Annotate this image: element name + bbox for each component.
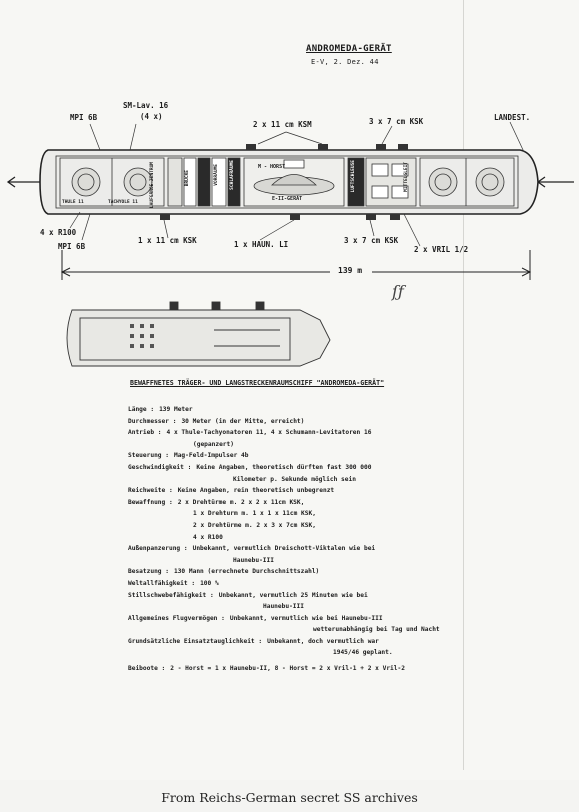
spec-row: Stillschwebefähigkeit : Unbekannt, vermutlich 25 Minuten wie bei (128, 591, 368, 599)
label-ksk-bottom-right: 3 x 7 cm KSK (344, 236, 399, 245)
spec-row: 1 x Drehturm m. 1 x 1 x 11cm KSK, (193, 510, 316, 518)
spec-row: 2 x Drehtürme m. 2 x 3 x 7cm KSK, (193, 521, 316, 529)
spec-row: Grundsätzliche Einsatztauglichkeit : Unbekannt, doch vermutlich war (128, 637, 379, 645)
length-dimension (62, 250, 530, 280)
spec-row: Allgemeines Flugvermögen : Unbekannt, vermutlich wie bei Haunebu-III (128, 614, 383, 622)
spec-row: Reichweite : Keine Angaben, rein theoretisch unbegrenzt (128, 487, 335, 495)
spec-row: Durchmesser : 30 Meter (in der Mitte, erreicht) (128, 417, 305, 425)
label-sect-4: SCHLAFRÄUME (230, 160, 235, 190)
specs-list (128, 404, 568, 675)
label-module-2: TACHYOLE 11 (108, 200, 138, 205)
spec-row: Antrieb : 4 x Thule-Tachyonatoren 11, 4 x Schumann-Levitatoren 16 (128, 429, 372, 437)
label-mpi-bottom: MPI 6B (58, 242, 86, 251)
source-caption: From Reichs-German secret SS archives (161, 790, 418, 805)
spec-row: Besatzung : 130 Mann (errechnete Durchschnittszahl) (128, 568, 320, 576)
label-haun: 1 x HAUN. LI (234, 240, 289, 249)
label-landest: LANDEST. (494, 113, 531, 122)
spec-row: 1945/46 geplant. (333, 649, 393, 657)
ship-top-view (67, 302, 330, 366)
spec-row: Steuerung : Mag-Feld-Impulser 4b (128, 452, 249, 460)
label-sect-3: VORRÄUME (214, 164, 219, 186)
label-r100: 4 x R100 (40, 228, 77, 237)
label-length: 139 m (338, 266, 363, 275)
ship-plan-diagram (0, 0, 579, 372)
handwritten-mark: ſƒ (392, 282, 404, 301)
label-sect-6: MITTELGLEIT (404, 162, 409, 192)
spec-row: Haunebu-III (233, 556, 274, 564)
label-module-1: THULE 11 (62, 200, 84, 205)
label-sect-2: BRÜCKE (185, 170, 190, 187)
turrets-bottom (160, 214, 400, 220)
document-title: ANDROMEDA-GERÄT (306, 44, 392, 54)
spec-row: Weltallfähigkeit : 100 % (128, 579, 219, 587)
label-vril: 2 x VRIL 1/2 (414, 245, 469, 254)
label-ksm-top: 2 x 11 cm KSM (253, 120, 312, 129)
label-sm-lav: SM-Lav. 16 (123, 101, 169, 110)
label-sect-5: LUFTSCHLEUSE (351, 160, 356, 193)
document-date: E-V, 2. Dez. 44 (311, 58, 379, 66)
spec-row: (gepanzert) (193, 440, 234, 448)
spec-row: 4 x R100 (193, 533, 223, 541)
spec-row: Bewaffnung : 2 x Drehtürme m. 2 x 2 x 11cm KSK, (128, 498, 305, 506)
spec-row: Länge : 139 Meter (128, 406, 193, 413)
spec-row: Haunebu-III (263, 603, 304, 611)
turrets-top (246, 144, 408, 150)
spec-row: Außenpanzerung : Unbekannt, vermutlich Dreischott-Viktalen wie bei (128, 545, 376, 553)
specs-title: BEWAFFNETES TRÄGER- UND LANGSTRECKENRAUMSCHIFF "ANDROMEDA-GERÄT" (130, 379, 385, 387)
label-hangar-b: E-II-GERÄT (272, 196, 303, 202)
label-hangar-a: M - HORST (258, 164, 286, 170)
label-sect-1: LAUFGÄNGE-ZENTRUM (150, 162, 155, 209)
label-mpi-top: MPI 6B (70, 113, 98, 122)
spec-row: Kilometer p. Sekunde möglich sein (233, 475, 356, 483)
label-ksk-top: 3 x 7 cm KSK (369, 117, 424, 126)
spec-row: Geschwindigkeit : Keine Angaben, theoretisch dürften fast 300 000 (128, 463, 372, 471)
label-ksk-bottom-left: 1 x 11 cm KSK (138, 236, 197, 245)
spec-row: Beiboote : 2 - Horst = 1 x Haunebu-II, 8 - Horst = 2 x Vril-1 + 2 x Vril-2 (128, 665, 405, 673)
spec-row: wetterunabhängig bei Tag und Nacht (313, 626, 440, 634)
label-sm-lav-count: (4 x) (140, 112, 163, 121)
